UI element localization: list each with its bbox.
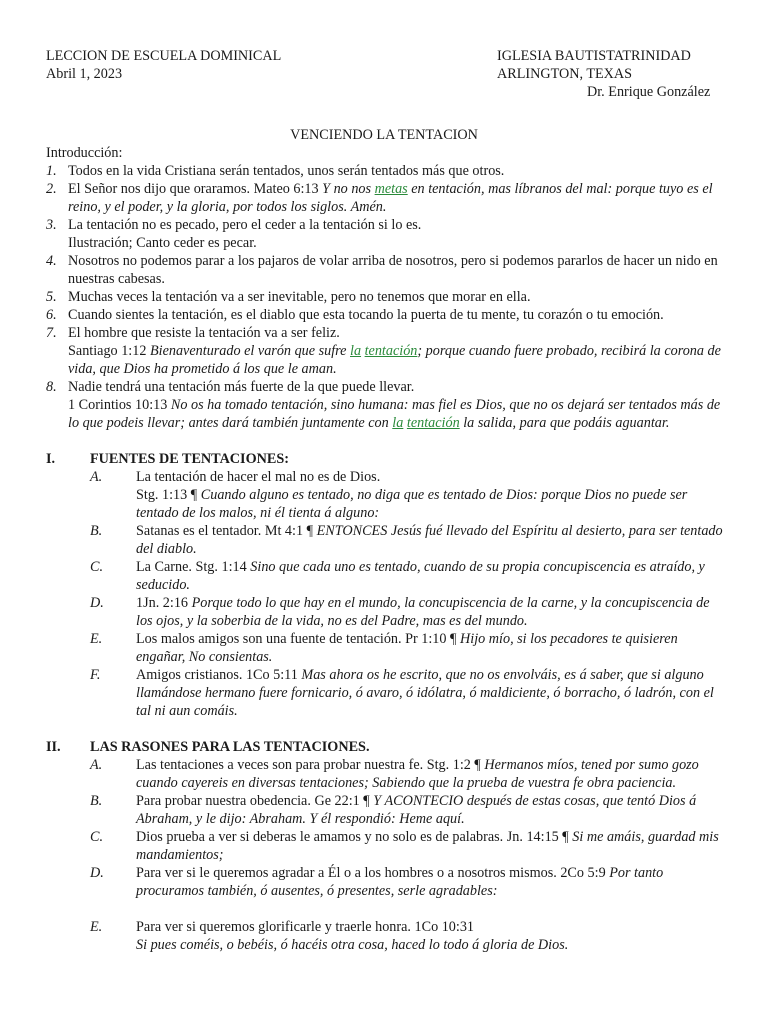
- item-text: La tentación de hacer el mal no es de Dios.: [136, 469, 381, 485]
- verse-link[interactable]: tentación: [364, 343, 418, 359]
- item-number: 6.: [46, 307, 57, 323]
- item-number: 5.: [46, 289, 57, 305]
- section-title: LAS RASONES PARA LAS TENTACIONES.: [90, 739, 370, 755]
- lesson-label: LECCION DE ESCUELA DOMINICAL: [46, 48, 282, 64]
- item-text: La tentación no es pecado, pero el ceder a la tentación si lo es.: [68, 217, 422, 233]
- section-item: [46, 864, 726, 900]
- verse-link[interactable]: la: [350, 343, 362, 359]
- intro-item: [46, 324, 726, 378]
- item-text: El Señor nos dijo que oraramos. Mateo 6:13: [68, 181, 323, 197]
- item-number: 7.: [46, 325, 57, 341]
- verse-text: ; porque cuando fuere probado, recibirá la corona de vida, que Dios ha prometido á los que le aman.: [68, 343, 721, 377]
- item-letter: D.: [90, 865, 104, 881]
- lesson-date: Abril 1, 2023: [46, 66, 123, 82]
- section-item: [46, 828, 726, 864]
- verse-text: Porque todo lo que hay en el mundo, la concupiscencia de la carne, y la concupiscencia de los ojos, y la soberbia de la vida, no es del Padre, mas es del mundo.: [136, 595, 710, 629]
- section-item: [46, 522, 726, 558]
- item-letter: F.: [90, 667, 101, 683]
- intro-item: [46, 162, 726, 180]
- section-item: [46, 558, 726, 594]
- verse-ref: Santiago 1:12: [68, 343, 150, 359]
- verse-text: Cuando alguno es tentado, no diga que es tentado de Dios: porque Dios no puede ser tentado de los malos, ni él tienta á alguno:: [136, 487, 688, 521]
- item-text: Satanas es el tentador. Mt 4:1 ¶: [136, 523, 317, 539]
- item-text: Dios prueba a ver si deberas le amamos y no solo es de palabras. Jn. 14:15 ¶: [136, 829, 573, 845]
- section-heading: [46, 738, 726, 756]
- church-name: IGLESIA BAUTISTATRINIDAD: [497, 48, 691, 64]
- item-illustration: Ilustración; Canto ceder es pecar.: [68, 235, 257, 251]
- item-letter: A.: [90, 757, 103, 773]
- item-text: La Carne. Stg. 1:14: [136, 559, 251, 575]
- item-text: Para ver si queremos glorificarle y traerle honra. 1Co 10:31: [136, 919, 475, 935]
- item-text: Para ver si le queremos agradar a Él o a los hombres o a nosotros mismos. 2Co 5:9: [136, 865, 610, 881]
- section-item: [46, 756, 726, 792]
- verse-text: Sino que cada uno es tentado, cuando de su propia concupiscencia es atraído, y seducido.: [136, 559, 705, 593]
- section-item: [46, 468, 726, 522]
- item-number: 2.: [46, 181, 57, 197]
- item-text: Amigos cristianos. 1Co 5:11: [136, 667, 302, 683]
- verse-text: Y ACONTECIO después de estas cosas, que tentó Dios á Abraham, y le dijo: Abraham. Y él respondió: Heme aquí.: [136, 793, 697, 827]
- item-number: 4.: [46, 253, 57, 269]
- verse-text: Bienaventurado el varón que sufre: [149, 343, 350, 359]
- verse-ref: 1 Corintios 10:13: [68, 397, 171, 413]
- item-text: Muchas veces la tentación va a ser inevitable, pero no tenemos que morar en ella.: [68, 289, 531, 305]
- section-item: [46, 792, 726, 828]
- verse-link[interactable]: tentación: [406, 415, 460, 431]
- item-text: Nosotros no podemos parar a los pajaros de volar arriba de nosotros, pero si podemos pararlos de hacer un nido en nuestras cabesas.: [68, 253, 718, 287]
- item-text: Los malos amigos son una fuente de tentación. Pr 1:10 ¶: [136, 631, 461, 647]
- verse-text: la salida, para que podáis aguantar.: [459, 415, 670, 431]
- item-number: 1.: [46, 163, 57, 179]
- lesson-body: [46, 144, 726, 954]
- verse-text: Si pues coméis, o bebéis, ó hacéis otra cosa, haced lo todo á gloria de Dios.: [136, 937, 569, 953]
- intro-item: [46, 216, 726, 252]
- section-heading: [46, 450, 726, 468]
- verse-link[interactable]: metas: [374, 181, 408, 197]
- item-letter: E.: [90, 919, 103, 935]
- section-item: [46, 630, 726, 666]
- verse-text: Y no nos: [322, 181, 375, 197]
- intro-item: [46, 378, 726, 432]
- item-text: Cuando sientes la tentación, es el diablo que esta tocando la puerta de tu mente, tu corazón o tu emoción.: [68, 307, 664, 323]
- item-letter: E.: [90, 631, 103, 647]
- verse-text: No os ha tomado tentación, sino humana: mas fiel es Dios, que no os dejará ser tentados más de lo que podeis llevar; antes dará también juntamente con: [68, 397, 721, 431]
- item-number: 3.: [46, 217, 57, 233]
- verse-text: Hijo mío, si los pecadores te quisieren engañar, No consientas.: [136, 631, 678, 665]
- item-text: 1Jn. 2:16: [136, 595, 192, 611]
- lesson-title: VENCIENDO LA TENTACION: [290, 127, 478, 143]
- item-letter: D.: [90, 595, 104, 611]
- section-number: II.: [46, 739, 61, 755]
- church-location: ARLINGTON, TEXAS: [497, 66, 633, 82]
- verse-text: Por tanto procuramos también, ó ausentes, ó presentes, serle agradables:: [136, 865, 664, 899]
- section-item: [46, 594, 726, 630]
- intro-item: [46, 288, 726, 306]
- verse-link[interactable]: la: [392, 415, 404, 431]
- item-text: Las tentaciones a veces son para probar nuestra fe. Stg. 1:2 ¶: [136, 757, 485, 773]
- section-title: FUENTES DE TENTACIONES:: [90, 451, 289, 467]
- item-letter: C.: [90, 829, 104, 845]
- verse-text: en tentación, mas líbranos del mal: porque tuyo es el reino, y el poder, y la gloria, por todos los siglos. Amén.: [68, 181, 713, 215]
- item-letter: A.: [90, 469, 103, 485]
- section-item: [46, 666, 726, 720]
- intro-item: [46, 180, 726, 216]
- verse-text: Hermanos míos, tened por sumo gozo cuando cayereis en diversas tentaciones; Sabiendo que la prueba de vuestra fe obra paciencia.: [136, 757, 699, 791]
- item-letter: B.: [90, 793, 103, 809]
- intro-item: [46, 306, 726, 324]
- item-letter: B.: [90, 523, 103, 539]
- item-letter: C.: [90, 559, 104, 575]
- item-text: El hombre que resiste la tentación va a ser feliz.: [68, 325, 340, 341]
- verse-text: Si me amáis, guardad mis mandamientos;: [136, 829, 719, 863]
- section-item: [46, 918, 726, 954]
- intro-item: [46, 252, 726, 288]
- item-text: Para probar nuestra obedencia. Ge 22:1 ¶: [136, 793, 374, 809]
- item-number: 8.: [46, 379, 57, 395]
- verse-ref: Stg. 1:13 ¶: [136, 487, 201, 503]
- item-text: Todos en la vida Cristiana serán tentados, unos serán tentados más que otros.: [68, 163, 505, 179]
- section-number: I.: [46, 451, 56, 467]
- verse-text: Mas ahora os he escrito, que no os envolváis, es á saber, que si alguno llamándose hermano fuere fornicario, ó avaro, ó idólatra, ó maldiciente, ó borracho, ó ladrón, con el tal ni aun comáis.: [136, 667, 714, 719]
- verse-text: ENTONCES Jesús fué llevado del Espíritu al desierto, para ser tentado del diablo.: [136, 523, 723, 557]
- item-text: Nadie tendrá una tentación más fuerte de la que puede llevar.: [68, 379, 415, 395]
- intro-label: Introducción:: [46, 145, 123, 161]
- author-name: Dr. Enrique González: [587, 84, 711, 100]
